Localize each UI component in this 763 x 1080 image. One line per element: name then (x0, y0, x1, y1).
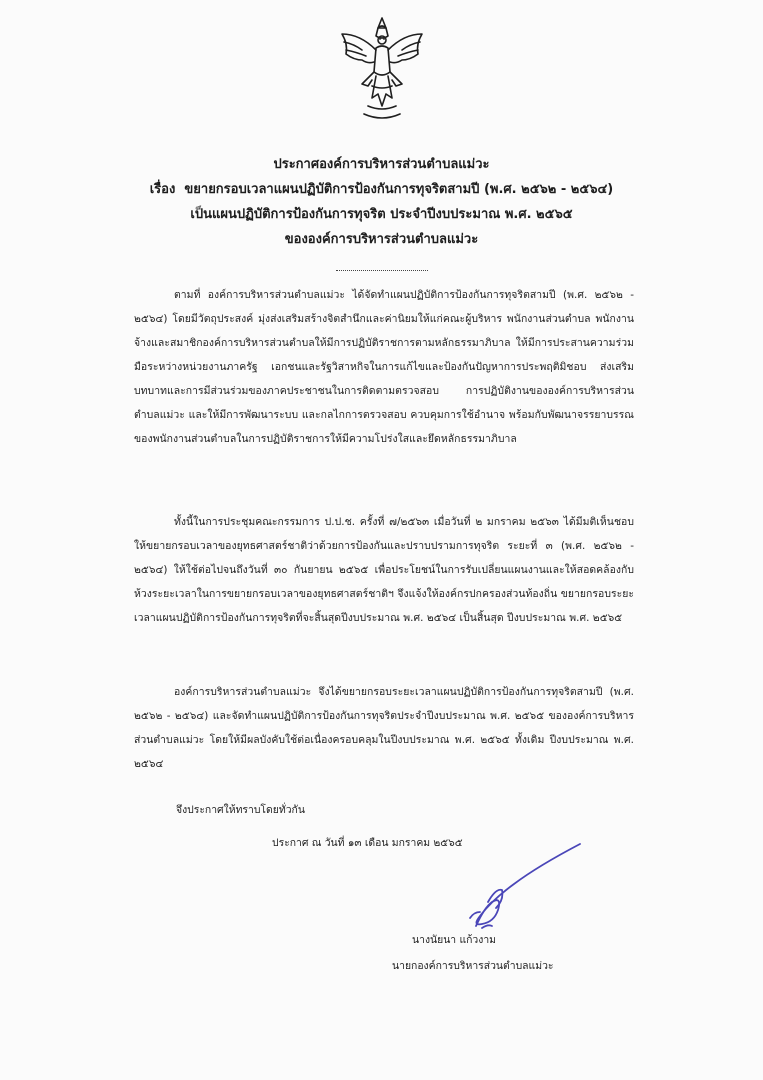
subject-line-2: เป็นแผนปฏิบัติการป้องกันการทุจริต ประจำปีงบประมาณ พ.ศ. ๒๕๖๕ (190, 207, 573, 222)
announcement-header (0, 152, 763, 252)
announcement-date: ประกาศ ณ วันที่ ๑๓ เดือน มกราคม ๒๕๖๕ (272, 837, 463, 849)
body-paragraph-3: องค์การบริหารส่วนตำบลแม่วะ จึงได้ขยายกรอบระยะเวลาแผนปฏิบัติการป้องกันการทุจริตสามปี (พ.ศ. ๒๕๖๒ - ๒๕๖๔) และจัดทำแผนปฏิบัติการป้องกันการทุจริตประจำปีงบประมาณ พ.ศ. ๒๕๖๕ ขององค์การบริหารส่วนตำบลแม่วะ โดยให้มีผลบังคับใช้ต่อเนื่องครอบคลุมในปีงบประมาณ พ.ศ. ๒๕๖๕ ทั้งเดิม ปีงบประมาณ พ.ศ. ๒๕๖๔ (134, 686, 634, 770)
body-paragraph-2: ทั้งนี้ในการประชุมคณะกรรมการ ป.ป.ช. ครั้งที่ ๗/๒๕๖๓ เมื่อวันที่ ๒ มกราคม ๒๕๖๓ ได้มีมติเห็นชอบให้ขยายกรอบเวลาของยุทธศาสตร์ชาติว่าด้วยการป้องกันและปราบปรามการทุจริต ระยะที่ ๓ (พ.ศ. ๒๕๖๒ - ๒๕๖๔) ให้ใช้ต่อไปจนถึงวันที่ ๓๐ กันยายน ๒๕๖๕ เพื่อประโยชน์ในการรับเปลี่ยนแผนงานและให้สอดคล้องกับห้วงระยะเวลาในการขยายกรอบเวลาของยุทธศาสตร์ชาติฯ จึงแจ้งให้องค์กรปกครองส่วนท้องถิ่น ขยายกรอบระยะเวลาแผนปฏิบัติการป้องกันการทุจริตที่จะสิ้นสุดปีงบประมาณ พ.ศ. ๒๕๖๔ เป็นสิ้นสุด ปีงบประมาณ พ.ศ. ๒๕๖๕ (134, 516, 634, 624)
subject-line-3: ขององค์การบริหารส่วนตำบลแม่วะ (284, 232, 479, 247)
announcement-subject (0, 177, 763, 202)
closing-notice: จึงประกาศให้ทราบโดยทั่วกัน (176, 804, 305, 816)
subject-label: เรื่อง (149, 182, 176, 197)
signer-name: นางนัยนา แก้วงาม (412, 934, 497, 946)
subject-line-1: ขยายกรอบเวลาแผนปฏิบัติการป้องกันการทุจริตสามปี (พ.ศ. ๒๕๖๒ - ๒๕๖๔) (184, 182, 614, 197)
handwritten-signature (462, 830, 592, 940)
announcement-title: ประกาศองค์การบริหารส่วนตำบลแม่วะ (273, 157, 490, 172)
body-paragraph-1: ตามที่ องค์การบริหารส่วนตำบลแม่วะ ได้จัดทำแผนปฏิบัติการป้องกันการทุจริตสามปี (พ.ศ. ๒๕๖๒ - ๒๕๖๔) โดยมีวัตถุประสงค์ มุ่งส่งเสริมสร้างจิตสำนึกและค่านิยมให้แก่คณะผู้บริหาร พนักงานส่วนตำบล พนักงานจ้างและสมาชิกองค์การบริหารส่วนตำบลให้มีการปฏิบัติราชการตามหลักธรรมาภิบาล ให้มีการประสานความร่วมมือระหว่างหน่วยงานภาครัฐ เอกชนและรัฐวิสาหกิจในการแก้ไขและป้องกันปัญหาการประพฤติมิชอบ ส่งเสริมบทบาทและการมีส่วนร่วมของภาคประชาชนในการติดตามตรวจสอบ การปฏิบัติงานขององค์การบริหารส่วนตำบลแม่วะ และให้มีการพัฒนาระบบ และกลไกการตรวจสอบ ควบคุมการใช้อำนาจ พร้อมกับพัฒนาจรรยาบรรณของพนักงานส่วนตำบลในการปฏิบัติราชการให้มีความโปร่งใสและยึดหลักธรรมาภิบาล (134, 289, 634, 445)
garuda-emblem-icon (332, 14, 432, 126)
signer-title: นายกองค์การบริหารส่วนตำบลแม่วะ (392, 960, 554, 972)
header-divider (336, 270, 428, 271)
